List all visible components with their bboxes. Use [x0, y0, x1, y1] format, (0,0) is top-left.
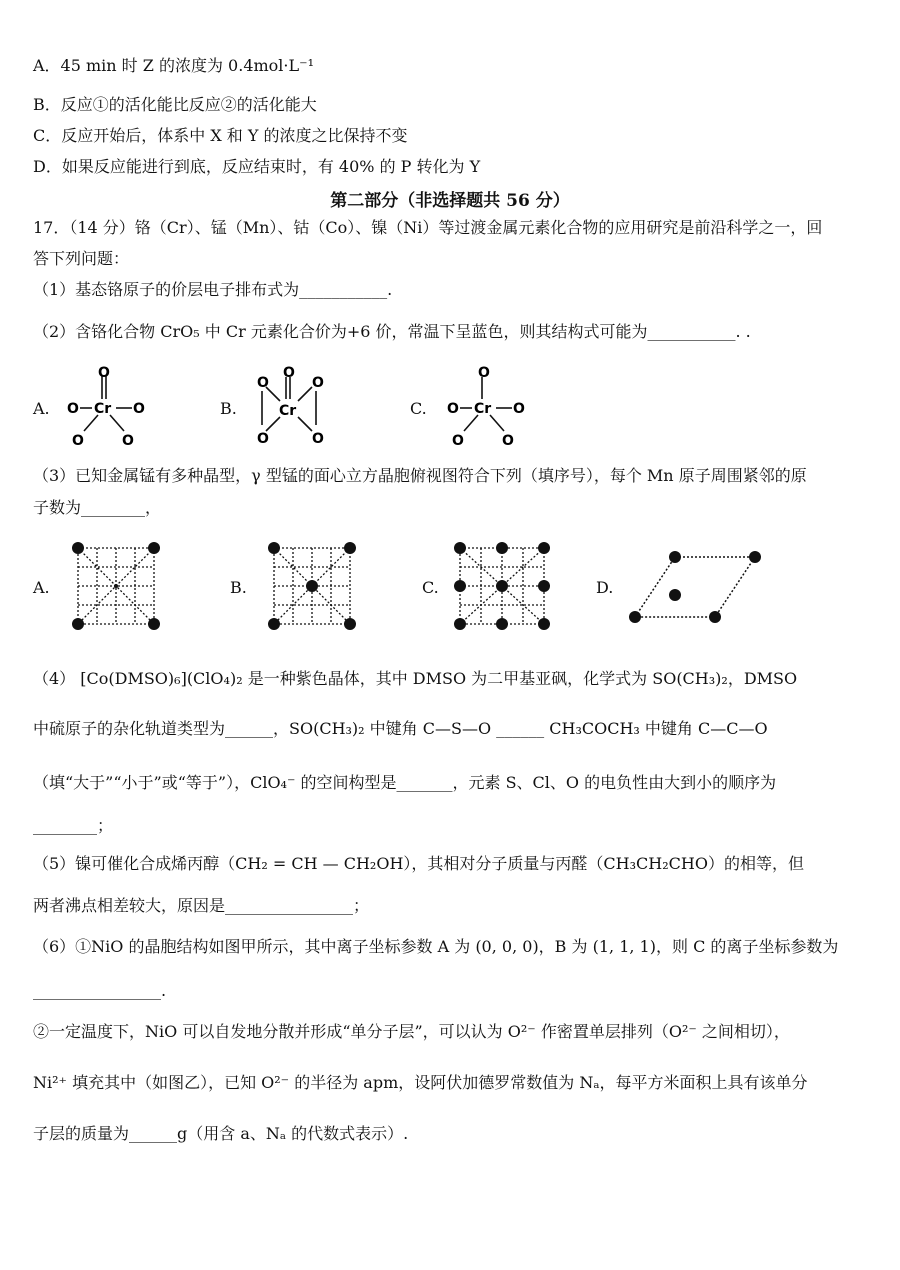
q17-intro-cont: 答下列问题： [33, 249, 130, 268]
structure-a-o-left: O [67, 401, 79, 417]
q17-part3-cont: 子数为________， [33, 498, 162, 517]
q17-part4-line4: ________； [33, 816, 114, 835]
structure-a-diagram [60, 365, 160, 455]
q17-part6-line2: ________________. [33, 981, 167, 1000]
structure-a-cr: Cr [94, 401, 112, 417]
p3-option-c-label: C. [422, 578, 439, 597]
p3-option-d-label: D. [596, 578, 614, 597]
q17-part3: （3）已知金属锰有多种晶型，γ 型锰的面心立方晶胞俯视图符合下列（填序号），每个 Mn 原子周围紧邻的原 [33, 466, 807, 485]
structure-c-cr: Cr [474, 401, 492, 417]
structure-c-diagram [440, 365, 540, 455]
q17-part5-cont: 两者沸点相差较大，原因是________________； [33, 896, 370, 915]
p2-option-c-label: C. [410, 399, 427, 418]
q17-intro: 17．（14 分）铬（Cr）、锰（Mn）、钴（Co）、镍（Ni）等过渡金属元素化合物的应用研究是前沿科学之一，回 [33, 218, 823, 237]
q17-part6-line4: Ni²⁺ 填充其中（如图乙），已知 O²⁻ 的半径为 apm，设阿伏加德罗常数值为 Nₐ，每平方米面积上具有该单分 [33, 1073, 808, 1092]
q17-part4: （4） [Co(DMSO)₆](ClO₄)₂ 是一种紫色晶体，其中 DMSO 为二甲基亚砜，化学式为 SO(CH₃)₂，DMSO [33, 669, 798, 688]
q17-part6-line3: ②一定温度下，NiO 可以自发地分散并形成“单分子层”，可以认为 O²⁻ 作密置单层排列（O²⁻ 之间相切）， [33, 1022, 790, 1041]
structure-c-o-left: O [447, 401, 459, 417]
q17-part4-line3: （填“大于”“小于”或“等于”），ClO₄⁻ 的空间构型是_______，元素 S、Cl、O 的电负性由大到小的顺序为 [33, 773, 777, 792]
option-d-prev: D．如果反应能进行到底，反应结束时，有 40% 的 P 转化为 Y [33, 157, 481, 176]
structure-a-o-br: O [122, 433, 134, 449]
p3-option-b-label: B. [230, 578, 247, 597]
structure-b-o-br: O [312, 431, 324, 447]
structure-b-cr: Cr [279, 403, 297, 419]
structure-b-o-tr: O [312, 375, 324, 391]
p2-option-a-label: A. [33, 399, 50, 418]
q17-part1: （1）基态铬原子的价层电子排布式为___________. [33, 280, 393, 299]
p2-option-b-label: B. [220, 399, 237, 418]
option-a-prev: A．45 min 时 Z 的浓度为 0.4mol·L⁻¹ [33, 56, 314, 75]
q17-part5: （5）镍可催化合成烯丙醇（CH₂ = CH — CH₂OH），其相对分子质量与丙醛（CH₃CH₂CHO）的相等，但 [33, 854, 804, 873]
lattice-c-diagram [452, 540, 552, 630]
section-heading: 第二部分（非选择题共 56 分） [330, 191, 570, 211]
structure-b-o-top: O [283, 365, 295, 381]
option-c-prev: C．反应开始后，体系中 X 和 Y 的浓度之比保持不变 [33, 126, 408, 145]
lattice-d-diagram [625, 545, 770, 630]
structure-a-o-right: O [133, 401, 145, 417]
option-b-prev: B．反应①的活化能比反应②的活化能大 [33, 95, 317, 114]
structure-c-o-br: O [502, 433, 514, 449]
q17-part2: （2）含铬化合物 CrO₅ 中 Cr 元素化合价为+6 价，常温下呈蓝色，则其结构式可能为___________. . [33, 322, 751, 341]
structure-b-o-bl: O [257, 431, 269, 447]
structure-b-diagram [250, 365, 340, 455]
structure-b-o-tl: O [257, 375, 269, 391]
structure-a-o-top: O [98, 365, 110, 381]
lattice-b-diagram [266, 540, 356, 630]
lattice-a-diagram [70, 540, 160, 630]
q17-part6-line5: 子层的质量为______g（用含 a、Nₐ 的代数式表示）. [33, 1124, 409, 1143]
q17-part6: （6）①NiO 的晶胞结构如图甲所示，其中离子坐标参数 A 为 (0, 0, 0)，B 为 (1, 1, 1)，则 C 的离子坐标参数为 [33, 937, 839, 956]
structure-c-o-top: O [478, 365, 490, 381]
structure-a-o-bl: O [72, 433, 84, 449]
q17-part4-line2: 中硫原子的杂化轨道类型为______，SO(CH₃)₂ 中键角 C—S—O ______ CH₃COCH₃ 中键角 C—C—O [33, 719, 768, 738]
p3-option-a-label: A. [33, 578, 50, 597]
structure-c-o-right: O [513, 401, 525, 417]
structure-c-o-bl: O [452, 433, 464, 449]
